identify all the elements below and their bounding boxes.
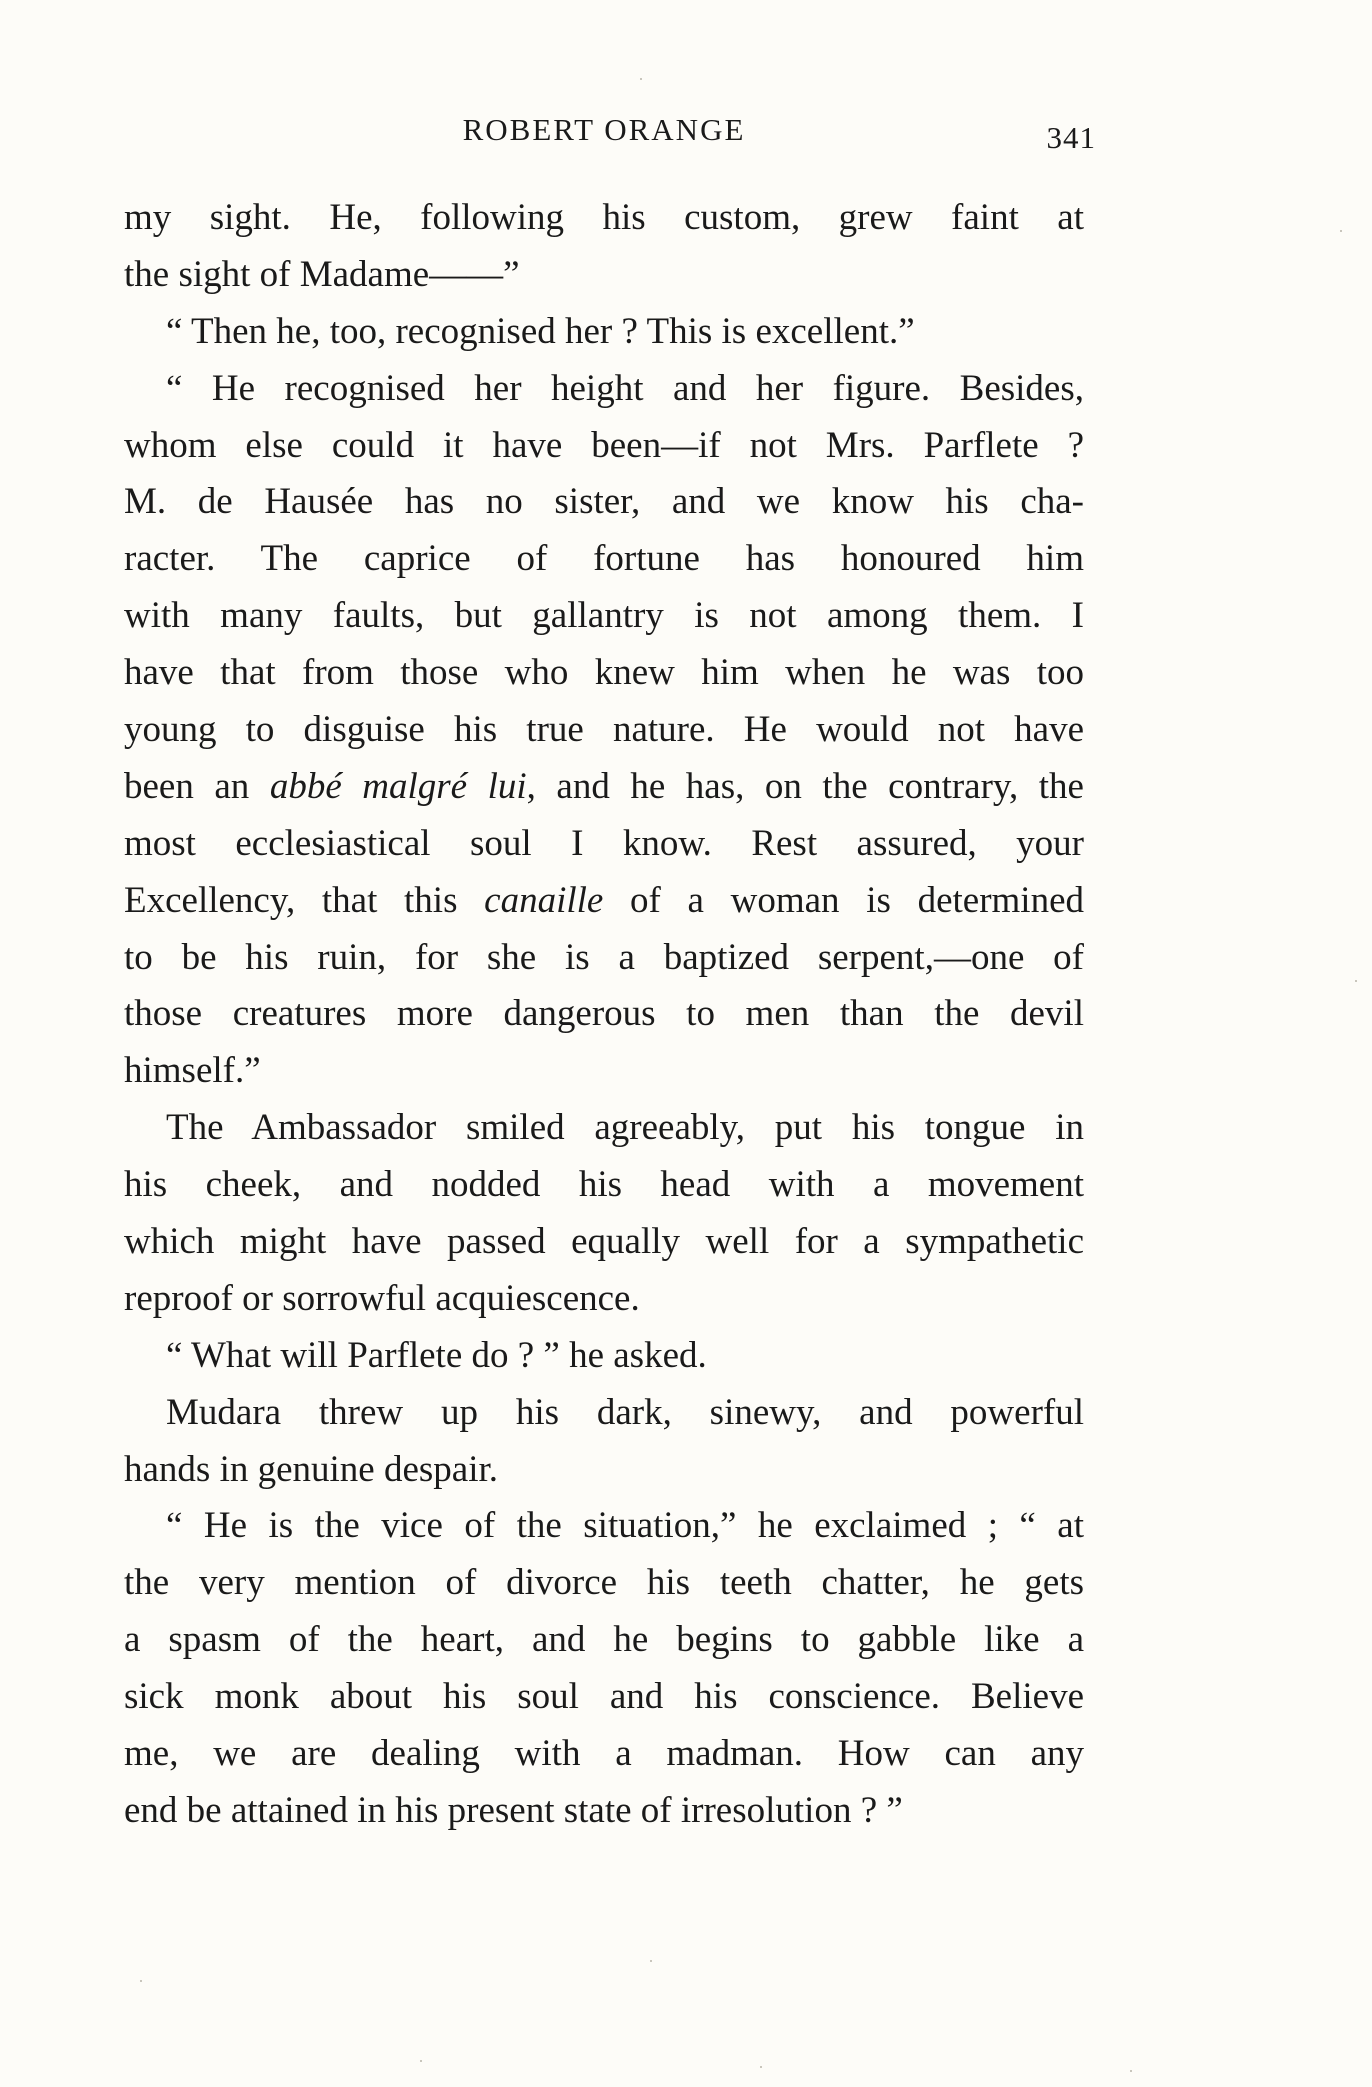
text-line: a spasm of the heart, and he begins to gabble like a bbox=[124, 1619, 1084, 1661]
text-line: racter. The caprice of fortune has honoured him bbox=[124, 538, 1084, 580]
text-fragment: Excellency, that this bbox=[124, 879, 485, 921]
text-line: with many faults, but gallantry is not among them. I bbox=[124, 595, 1084, 637]
text-line: The Ambassador smiled agreeably, put his tongue in bbox=[166, 1107, 1084, 1149]
text-line-with-italic bbox=[124, 759, 1084, 816]
text-line: his cheek, and nodded his head with a movement bbox=[124, 1164, 1084, 1206]
running-head bbox=[124, 112, 1096, 156]
text-line: those creatures more dangerous to men than the devil bbox=[124, 993, 1084, 1035]
text-fragment: been an bbox=[124, 765, 270, 807]
italic-phrase: abbé malgré lui bbox=[269, 765, 527, 807]
italic-phrase: canaille bbox=[484, 879, 604, 921]
text-line: “ He recognised her height and her figure. Besides, bbox=[166, 367, 1084, 409]
body-text bbox=[124, 190, 1084, 1840]
text-line: “ What will Parflete do ? ” he asked. bbox=[166, 1334, 707, 1376]
running-title: ROBERT ORANGE bbox=[462, 112, 746, 147]
paper-speck bbox=[650, 1960, 652, 1962]
text-line: whom else could it have been—if not Mrs. Parflete ? bbox=[124, 424, 1084, 466]
text-line: young to disguise his true nature. He would not have bbox=[124, 709, 1084, 751]
text-line: the sight of Madame——” bbox=[124, 253, 520, 295]
text-line: Mudara threw up his dark, sinewy, and powerful bbox=[166, 1391, 1084, 1433]
page-number: 341 bbox=[1046, 120, 1096, 155]
text-line: most ecclesiastical soul I know. Rest assured, your bbox=[124, 822, 1084, 864]
paper-speck bbox=[140, 1980, 142, 1982]
text-fragment: of a woman is determined bbox=[603, 879, 1085, 921]
text-line: my sight. He, following his custom, grew faint at bbox=[124, 197, 1084, 238]
paper-speck bbox=[760, 2066, 762, 2068]
paper-speck bbox=[1355, 980, 1357, 982]
text-line: hands in genuine despair. bbox=[124, 1448, 499, 1490]
text-line: reproof or sorrowful acquiescence. bbox=[124, 1277, 640, 1319]
text-line: to be his ruin, for she is a baptized serpent,—one of bbox=[124, 936, 1084, 978]
text-line: sick monk about his soul and his conscience. Believe bbox=[124, 1676, 1084, 1718]
text-line: the very mention of divorce his teeth chatter, he gets bbox=[124, 1562, 1084, 1604]
text-line: himself.” bbox=[124, 1050, 261, 1092]
text-fragment: , and he has, on the contrary, the bbox=[526, 765, 1084, 807]
text-line: have that from those who knew him when he was too bbox=[124, 652, 1084, 694]
text-line-with-italic bbox=[124, 873, 1084, 930]
paper-speck bbox=[1340, 230, 1342, 232]
paper-speck bbox=[640, 78, 642, 80]
text-line: M. de Hausée has no sister, and we know his cha- bbox=[124, 481, 1084, 523]
text-line: me, we are dealing with a madman. How can any bbox=[124, 1733, 1084, 1775]
paper-speck bbox=[420, 2060, 422, 2062]
paper-speck bbox=[1130, 2070, 1132, 2072]
text-line: “ Then he, too, recognised her ? This is excellent.” bbox=[166, 310, 915, 352]
text-line: “ He is the vice of the situation,” he exclaimed ; “ at bbox=[166, 1505, 1084, 1547]
text-line: which might have passed equally well for a sympathetic bbox=[124, 1221, 1084, 1263]
text-line: end be attained in his present state of irresolution ? ” bbox=[124, 1789, 903, 1831]
